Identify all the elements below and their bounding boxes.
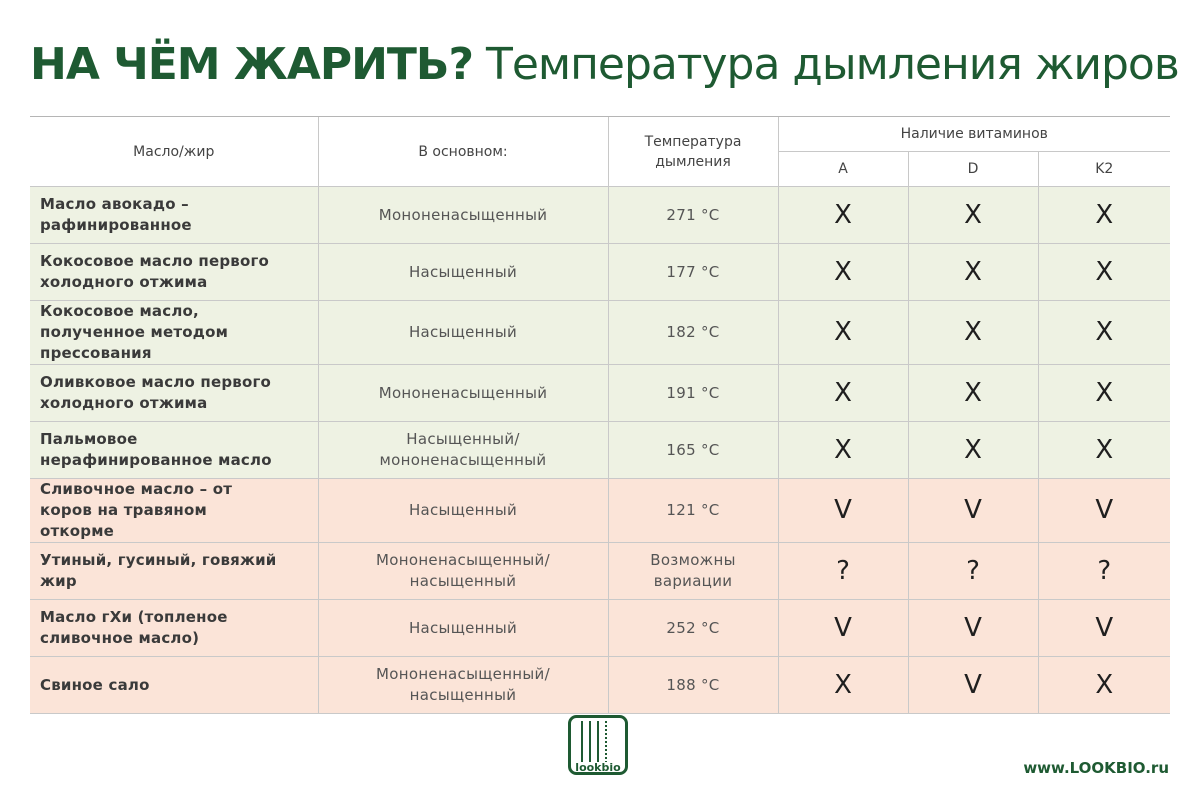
- vitamin-k2-cell: X: [1038, 244, 1170, 301]
- smoke-temp-cell: 165 °C: [608, 422, 778, 479]
- vitamin-k2-cell: ?: [1038, 543, 1170, 600]
- fat-type-cell: Насыщенный/ мононенасыщенный: [318, 422, 608, 479]
- header-vitamin-a: A: [778, 152, 908, 187]
- table-row: [30, 422, 1170, 479]
- vitamin-k2-cell: V: [1038, 600, 1170, 657]
- vitamin-a-cell: X: [778, 365, 908, 422]
- table-row: [30, 244, 1170, 301]
- vitamin-d-cell: X: [908, 422, 1038, 479]
- smoke-temp-cell: 188 °C: [608, 657, 778, 714]
- smoke-temp-cell: 182 °C: [608, 301, 778, 365]
- vitamin-a-cell: X: [778, 187, 908, 244]
- vitamin-d-cell: V: [908, 657, 1038, 714]
- oil-name-cell: Масло гХи (топленое сливочное масло): [30, 600, 318, 657]
- smoke-temp-cell: 191 °C: [608, 365, 778, 422]
- header-oil: Масло/жир: [30, 117, 318, 187]
- vitamin-k2-cell: X: [1038, 301, 1170, 365]
- fat-type-cell: Насыщенный: [318, 301, 608, 365]
- header-mainly: В основном:: [318, 117, 608, 187]
- oil-name-cell: Свиное сало: [30, 657, 318, 714]
- header-temperature: [608, 117, 778, 187]
- table-row: [30, 187, 1170, 244]
- table-row: [30, 543, 1170, 600]
- site-link[interactable]: www.LOOKBIO.ru: [1023, 759, 1169, 777]
- fat-type-cell: Мононенасыщенный: [318, 365, 608, 422]
- oil-name-cell: Кокосовое масло, полученное методом прессования: [30, 301, 318, 365]
- table-row: [30, 657, 1170, 714]
- vitamin-k2-cell: X: [1038, 657, 1170, 714]
- vitamin-d-cell: X: [908, 301, 1038, 365]
- vitamin-k2-cell: X: [1038, 365, 1170, 422]
- smoke-temp-cell: 177 °C: [608, 244, 778, 301]
- header-temperature-label: Температура дымления: [644, 133, 742, 170]
- smoke-point-table: [30, 117, 1170, 714]
- table-row: [30, 365, 1170, 422]
- title-bold-part: НА ЧЁМ ЖАРИТЬ?: [30, 39, 473, 90]
- table-row: [30, 479, 1170, 543]
- page-title: [30, 30, 1180, 100]
- vitamin-k2-cell: V: [1038, 479, 1170, 543]
- vitamin-d-cell: X: [908, 365, 1038, 422]
- table-row: [30, 301, 1170, 365]
- fat-type-cell: Мононенасыщенный/ насыщенный: [318, 657, 608, 714]
- vitamin-a-cell: X: [778, 244, 908, 301]
- vitamin-k2-cell: X: [1038, 187, 1170, 244]
- fat-type-cell: Мононенасыщенный/ насыщенный: [318, 543, 608, 600]
- header-vitamins: Наличие витаминов: [778, 117, 1170, 152]
- smoke-temp-cell: 271 °C: [608, 187, 778, 244]
- oil-name-cell: Утиный, гусиный, говяжий жир: [30, 543, 318, 600]
- oil-name-cell: Кокосовое масло первого холодного отжима: [30, 244, 318, 301]
- vitamin-d-cell: X: [908, 187, 1038, 244]
- vitamin-a-cell: X: [778, 657, 908, 714]
- vitamin-a-cell: V: [778, 479, 908, 543]
- oil-name-cell: Масло авокадо – рафинированное: [30, 187, 318, 244]
- oil-name-cell: Оливковое масло первого холодного отжима: [30, 365, 318, 422]
- table-row: [30, 600, 1170, 657]
- logo-text: lookbio: [575, 761, 621, 774]
- vitamin-k2-cell: X: [1038, 422, 1170, 479]
- header-vitamin-k2: K2: [1038, 152, 1170, 187]
- fat-type-cell: Насыщенный: [318, 244, 608, 301]
- oil-name-cell: Сливочное масло – от коров на травяном откорме: [30, 479, 318, 543]
- smoke-temp-cell: Возможны вариации: [608, 543, 778, 600]
- vitamin-d-cell: X: [908, 244, 1038, 301]
- fat-type-cell: Насыщенный: [318, 600, 608, 657]
- fat-type-cell: Мононенасыщенный: [318, 187, 608, 244]
- smoke-temp-cell: 121 °C: [608, 479, 778, 543]
- vitamin-a-cell: V: [778, 600, 908, 657]
- title-rest: Температура дымления жиров: [485, 39, 1179, 90]
- vitamin-d-cell: ?: [908, 543, 1038, 600]
- vitamin-d-cell: V: [908, 479, 1038, 543]
- smoke-temp-cell: 252 °C: [608, 600, 778, 657]
- oil-name-cell: Пальмовое нерафинированное масло: [30, 422, 318, 479]
- vitamin-d-cell: V: [908, 600, 1038, 657]
- lookbio-logo: [568, 715, 628, 775]
- vitamin-a-cell: ?: [778, 543, 908, 600]
- fat-type-cell: Насыщенный: [318, 479, 608, 543]
- vitamin-a-cell: X: [778, 422, 908, 479]
- vitamin-a-cell: X: [778, 301, 908, 365]
- lookbio-logo-icon: [568, 715, 628, 775]
- header-vitamin-d: D: [908, 152, 1038, 187]
